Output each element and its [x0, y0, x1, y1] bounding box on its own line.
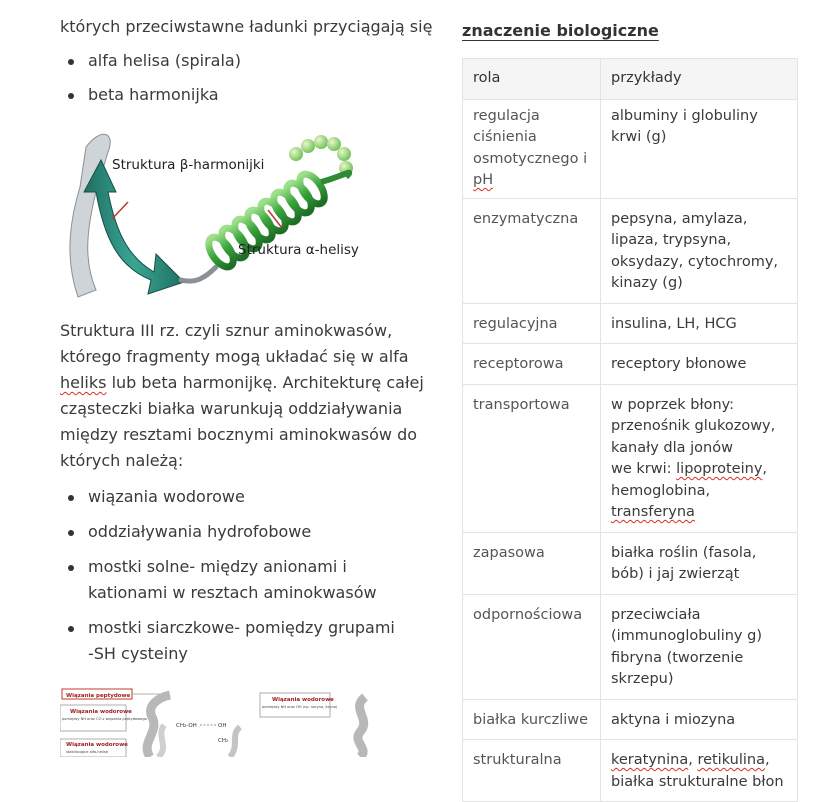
- table-header-row: [463, 59, 798, 100]
- bonds-figure: [60, 687, 390, 757]
- role-cell: odpornościowa: [463, 594, 601, 699]
- list-item: beta harmonijka: [60, 82, 440, 108]
- table-row: [463, 532, 798, 594]
- label-beta-sheet: Struktura β-harmonijki: [112, 157, 265, 173]
- svg-text:OH: OH: [218, 723, 227, 729]
- role-cell: regulacja ciśnienia osmotycznego i pH: [463, 99, 601, 198]
- svg-text:Wiązania wodorowe: Wiązania wodorowe: [66, 742, 128, 748]
- examples-cell: przeciwciała (immunoglobuliny g) fibryna (tworzenie skrzepu): [601, 594, 798, 699]
- svg-text:Wiązania peptydowe: Wiązania peptydowe: [66, 693, 131, 699]
- list-item: wiązania wodorowe: [60, 484, 440, 510]
- examples-cell: aktyna i miozyna: [601, 699, 798, 740]
- protein-structure-figure: [56, 122, 361, 300]
- list-item: mostki siarczkowe- pomiędzy grupami -SH cysteiny: [60, 615, 398, 667]
- structure-list: [60, 48, 440, 108]
- column-header-rola: rola: [463, 59, 601, 100]
- svg-text:Wiązania wodorowe: Wiązania wodorowe: [272, 697, 334, 703]
- helix-end-coil: [289, 135, 353, 175]
- svg-text:pomiędzy NH oraz CO z wiązania: pomiędzy NH oraz CO z wiązania peptydowego: [62, 717, 147, 721]
- role-cell: receptorowa: [463, 344, 601, 385]
- table-row: [463, 198, 798, 303]
- intro-line: których przeciwstawne ładunki przyciągają się: [60, 17, 433, 36]
- list-item: oddziaływania hydrofobowe: [60, 519, 440, 545]
- role-cell: regulacyjna: [463, 303, 601, 344]
- spellcheck-word: heliks: [60, 373, 107, 392]
- role-cell: zapasowa: [463, 532, 601, 594]
- examples-cell: albuminy i globuliny krwi (g): [601, 99, 798, 198]
- examples-cell: receptory błonowe: [601, 344, 798, 385]
- svg-text:CH₂-OH: CH₂-OH: [176, 723, 197, 729]
- svg-text:stabilizujące alfa-helisę: stabilizujące alfa-helisę: [66, 750, 108, 754]
- table-row: [463, 594, 798, 699]
- spellcheck-word: lipoproteiny: [676, 461, 763, 477]
- examples-cell: w poprzek błony: przenośnik glukozowy, kanały dla jonów we krwi: lipoproteiny, hemoglobina, transferyna: [601, 384, 798, 532]
- spellcheck-word: retikulina: [697, 752, 765, 768]
- interaction-list: [60, 484, 440, 667]
- table-row: [463, 303, 798, 344]
- list-item: mostki solne- między anionami i kationami w resztach aminokwasów: [60, 554, 388, 606]
- table-row: [463, 384, 798, 532]
- role-cell: enzymatyczna: [463, 198, 601, 303]
- spellcheck-word: transferyna: [611, 504, 695, 520]
- svg-text:CH₂: CH₂: [218, 738, 229, 744]
- table-body: [463, 99, 798, 802]
- label-alpha-helix: Struktura α-helisy: [238, 242, 359, 258]
- biological-roles-table: [462, 58, 798, 802]
- examples-cell: pepsyna, amylaza, lipaza, trypsyna, oksydazy, cytochromy, kinazy (g): [601, 198, 798, 303]
- list-item: alfa helisa (spirala): [60, 48, 440, 74]
- examples-cell: keratynina, retikulina, białka strukturalne błon: [601, 740, 798, 802]
- column-header-przyklady: przykłady: [601, 59, 798, 100]
- svg-text:Wiązania wodorowe: Wiązania wodorowe: [70, 709, 132, 715]
- structure-paragraph: Struktura III rz. czyli sznur aminokwasów, którego fragmenty mogą układać się w alfa heliks lub beta harmonijkę. Architekturę całej cząsteczki białka warunkują oddziaływania między resztami bocznymi aminokwasów do których należą:: [60, 321, 424, 470]
- table-row: [463, 344, 798, 385]
- spellcheck-word: pH: [473, 172, 494, 188]
- table-row: [463, 740, 798, 802]
- role-cell: białka kurczliwe: [463, 699, 601, 740]
- section-title: znaczenie biologiczne: [462, 21, 659, 40]
- role-cell: strukturalna: [463, 740, 601, 802]
- role-cell: transportowa: [463, 384, 601, 532]
- left-column: [60, 14, 440, 757]
- table-row: [463, 99, 798, 198]
- examples-cell: białka roślin (fasola, bób) i jaj zwierząt: [601, 532, 798, 594]
- examples-cell: insulina, LH, HCG: [601, 303, 798, 344]
- spellcheck-word: keratynina: [611, 752, 689, 768]
- right-column: [462, 18, 798, 802]
- table-row: [463, 699, 798, 740]
- beta-strand-arrow: [84, 160, 184, 294]
- svg-text:pomiędzy NH oraz OH (np. seryn: pomiędzy NH oraz OH (np. seryna, lizyna): [262, 705, 338, 709]
